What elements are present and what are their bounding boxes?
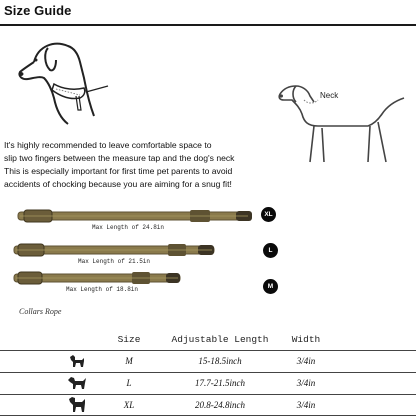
- large-dog-icon: [52, 394, 102, 416]
- row-length: 17.7-21.5inch: [195, 378, 245, 388]
- header-width: Width: [291, 333, 321, 345]
- medium-dog-icon: [52, 372, 102, 394]
- page-title: Size Guide: [4, 3, 72, 18]
- row-size: M: [125, 356, 133, 366]
- row-length: 15-18.5inch: [198, 356, 242, 366]
- header-adjustable-length: Adjustable Length: [171, 333, 269, 345]
- description-line: accidents of chocking because you are aiming for a snug fit!: [4, 179, 232, 189]
- header-size: Size: [117, 333, 141, 345]
- row-width: 3/4in: [296, 356, 316, 366]
- table-header-row: [0, 328, 416, 350]
- collar-m-strap: [8, 270, 186, 286]
- fit-description: [4, 139, 414, 191]
- table-row: [0, 372, 416, 394]
- size-m-badge: M: [263, 279, 278, 294]
- row-width: 3/4in: [296, 400, 316, 410]
- size-l-badge: L: [263, 243, 278, 258]
- collars-rope-label: Collars Rope: [19, 307, 62, 316]
- size-xl-badge: XL: [261, 207, 276, 222]
- row-size: L: [126, 378, 132, 388]
- description-line: It's highly recommended to leave comfortable space to: [4, 140, 212, 150]
- row-length: 20.8-24.8inch: [195, 400, 245, 410]
- collar-l-length: Max Length of 21.5in: [78, 258, 151, 265]
- table-row: [0, 350, 416, 372]
- description-line: slip two fingers between the measure tap and the dog's neck: [4, 153, 235, 163]
- title-divider: [0, 24, 416, 26]
- collar-l-strap: [8, 242, 224, 258]
- table-row: [0, 394, 416, 416]
- small-dog-icon: [52, 350, 102, 372]
- collar-xl-length: Max Length of 24.8in: [92, 224, 165, 231]
- row-size: XL: [123, 400, 135, 410]
- neck-label: Neck: [320, 91, 339, 100]
- description-line: This is especially important for first time pet parents to avoid: [4, 166, 233, 176]
- dog-neck-measure-illustration: [14, 38, 116, 128]
- collar-m-length: Max Length of 18.8in: [66, 286, 139, 293]
- row-width: 3/4in: [296, 378, 316, 388]
- collar-xl-strap: [10, 208, 260, 224]
